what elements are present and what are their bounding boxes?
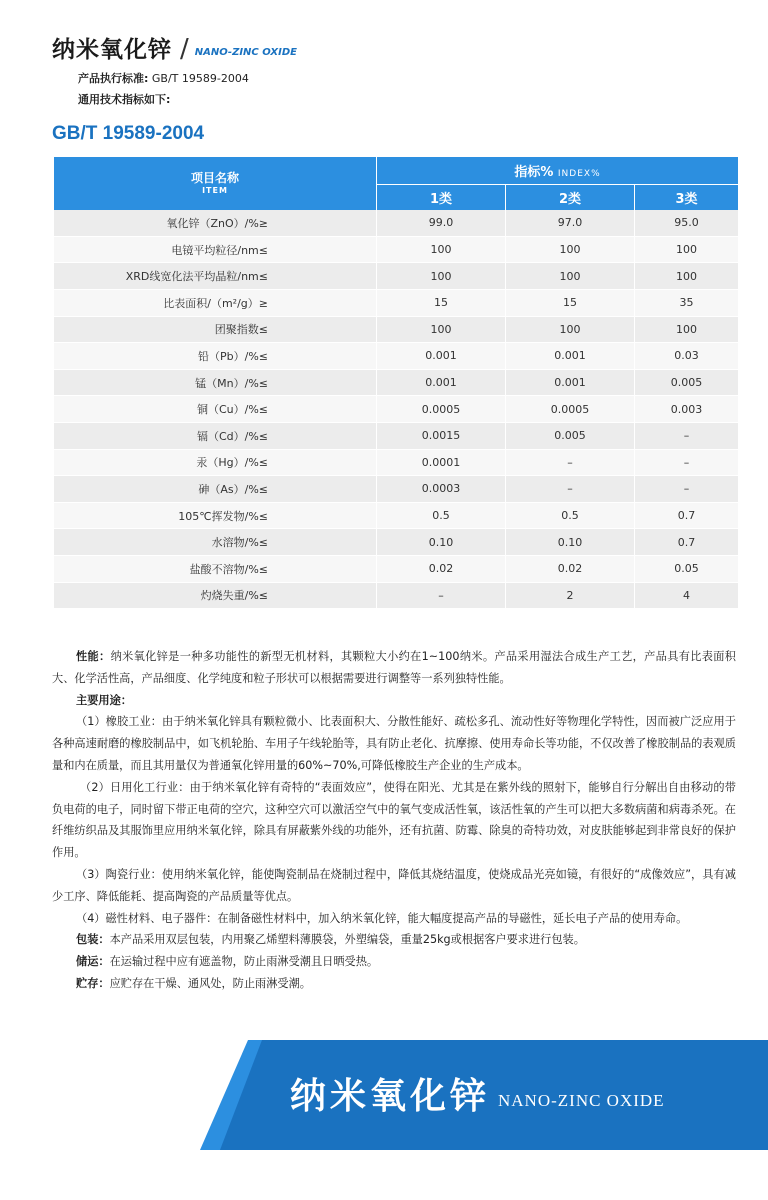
grade1-value-cell: 0.001 xyxy=(377,343,506,370)
table-row xyxy=(54,476,738,503)
storage-text: 应贮存在干燥、通风处，防止雨淋受潮。 xyxy=(109,976,311,990)
grade2-value-cell: 100 xyxy=(506,263,635,290)
spec-name-cell: 灼烧失重/%≤ xyxy=(54,583,377,610)
storage-label: 贮存： xyxy=(76,976,110,990)
banner-title-english: NANO-ZINC OXIDE xyxy=(498,1091,665,1110)
grade3-value-cell: 0.003 xyxy=(635,396,738,423)
grade2-value-cell: 0.0005 xyxy=(506,396,635,423)
grade2-value-cell: – xyxy=(506,450,635,477)
transport-text: 在运输过程中应有遮盖物，防止雨淋受潮且日晒受热。 xyxy=(109,955,379,969)
use-ceramic xyxy=(52,864,736,908)
use-rubber xyxy=(52,711,736,776)
grade-header-2: 2类 xyxy=(506,184,635,211)
spec-table-body xyxy=(54,210,738,609)
use-ceramic-text: 使用纳米氧化锌，能使陶瓷制品在烧制过程中，降低其烧结温度，使烧成品光亮如镜，有很好的“成像效应”，具有减少工序、降低能耗、提高陶瓷的产品质量等优点。 xyxy=(52,867,736,903)
grade3-value-cell: 100 xyxy=(635,237,738,264)
grade2-value-cell: 0.10 xyxy=(506,529,635,556)
spec-intro xyxy=(78,91,170,107)
table-row xyxy=(54,317,738,344)
spec-name-cell: 水溶物/%≤ xyxy=(54,529,377,556)
table-row xyxy=(54,583,738,610)
uses-label: 主要用途： xyxy=(76,693,132,707)
spec-name-cell: 砷（As）/%≤ xyxy=(54,476,377,503)
packaging xyxy=(52,929,736,951)
spec-name-cell: 锰（Mn）/%≤ xyxy=(54,370,377,397)
grade3-value-cell: 0.7 xyxy=(635,529,738,556)
index-header xyxy=(377,157,738,184)
grade2-value-cell: 97.0 xyxy=(506,210,635,237)
grade2-value-cell: 15 xyxy=(506,290,635,317)
page-header xyxy=(52,24,297,64)
grade1-value-cell: 15 xyxy=(377,290,506,317)
grade1-value-cell: 0.0001 xyxy=(377,450,506,477)
spec-name-cell: XRD线宽化法平均晶粒/nm≤ xyxy=(54,263,377,290)
index-header-en: INDEX% xyxy=(557,168,601,179)
grade1-value-cell: 0.0015 xyxy=(377,423,506,450)
banner-title: 纳米氧化锌 xyxy=(290,1076,491,1117)
use-rubber-text: 由于纳米氧化锌具有颗粒微小、比表面积大、分散性能好、疏松多孔、流动性好等物理化学特性，因而被广泛应用于各种高速耐磨的橡胶制品中，如飞机轮胎、车用子午线轮胎等，具有防止老化、抗摩擦、使用寿命长等功能，不仅改善了橡胶制品的表观质量和内在质量，而且其用量仅为普通氧化锌用量的60%~70%,可降低橡胶生产企业的生产成本。 xyxy=(52,715,736,772)
item-header xyxy=(54,157,377,210)
storage xyxy=(52,973,736,995)
grade2-value-cell: 0.001 xyxy=(506,370,635,397)
table-row xyxy=(54,263,738,290)
table-row xyxy=(54,423,738,450)
spec-table xyxy=(54,157,738,609)
table-row xyxy=(54,503,738,530)
grade1-value-cell: 100 xyxy=(377,237,506,264)
spec-name-cell: 铅（Pb）/%≤ xyxy=(54,343,377,370)
grade2-value-cell: 100 xyxy=(506,237,635,264)
uses-heading xyxy=(52,690,736,712)
grade3-value-cell: 4 xyxy=(635,583,738,610)
use-magnetic-text: 在制备磁性材料中，加入纳米氧化锌，能大幅度提高产品的导磁性，延长电子产品的使用寿命。 xyxy=(217,911,688,925)
transport xyxy=(52,951,736,973)
grade3-value-cell: – xyxy=(635,423,738,450)
grade1-value-cell: 100 xyxy=(377,317,506,344)
item-header-cn: 项目名称 xyxy=(190,170,239,185)
index-header-cn: 指标% xyxy=(514,164,554,180)
spec-name-cell: 比表面积/（m²/g）≥ xyxy=(54,290,377,317)
use-chemical-text: 由于纳米氧化锌有奇特的“表面效应”，使得在阳光、尤其是在紫外线的照射下，能够自行分解出自由移动的带负电荷的电子，同时留下带正电荷的空穴，这种空穴可以激活空气中的氧气变成活性氧，该活性氧的产生可以把大多数病菌和病毒杀死。在纤维纺织品及其服饰里应用纳米氧化锌，除具有屏蔽紫外线的功能外，还有抗菌、防霉、除臭的奇特功效，对皮肤能够起到非常良好的保护作用。 xyxy=(52,780,736,860)
table-row xyxy=(54,529,738,556)
spec-name-cell: 铜（Cu）/%≤ xyxy=(54,396,377,423)
use-rubber-label: （1）橡胶工业： xyxy=(76,715,162,729)
grade3-value-cell: 95.0 xyxy=(635,210,738,237)
grade1-value-cell: 0.001 xyxy=(377,370,506,397)
table-row xyxy=(54,396,738,423)
standard-label: 产品执行标准: xyxy=(78,72,149,85)
grade2-value-cell: 0.5 xyxy=(506,503,635,530)
use-chemical-label: （2）日用化工行业： xyxy=(80,780,190,794)
grade2-value-cell: – xyxy=(506,476,635,503)
standard-heading: GB/T 19589-2004 xyxy=(52,123,205,144)
grade-header-1: 1类 xyxy=(377,184,506,211)
grade3-value-cell: 0.05 xyxy=(635,556,738,583)
transport-label: 储运： xyxy=(76,955,110,969)
grade3-value-cell: 0.03 xyxy=(635,343,738,370)
spec-name-cell: 团聚指数≤ xyxy=(54,317,377,344)
grade3-value-cell: 0.005 xyxy=(635,370,738,397)
use-magnetic xyxy=(52,908,736,930)
use-ceramic-label: （3）陶瓷行业： xyxy=(76,867,162,881)
grade1-value-cell: 0.10 xyxy=(377,529,506,556)
standard-value: GB/T 19589-2004 xyxy=(148,72,249,85)
grade3-value-cell: 100 xyxy=(635,317,738,344)
table-row xyxy=(54,450,738,477)
table-row xyxy=(54,343,738,370)
page-title-english: NANO-ZINC OXIDE xyxy=(194,47,297,58)
grade1-value-cell: 100 xyxy=(377,263,506,290)
grade1-value-cell: 0.0005 xyxy=(377,396,506,423)
grade2-value-cell: 100 xyxy=(506,317,635,344)
grade1-value-cell: 0.02 xyxy=(377,556,506,583)
page-title: 纳米氧化锌 xyxy=(52,37,172,63)
standard-line xyxy=(78,70,249,86)
item-header-en: ITEM xyxy=(202,185,228,195)
spec-name-cell: 电镜平均粒径/nm≤ xyxy=(54,237,377,264)
table-row xyxy=(54,290,738,317)
grade1-value-cell: – xyxy=(377,583,506,610)
packaging-label: 包装： xyxy=(76,933,110,947)
performance-text: 纳米氧化锌是一种多功能性的新型无机材料，其颗粒大小约在1~100纳米。产品采用湿法合成生产工艺，产品具有比表面积大、化学活性高，产品细度、化学纯度和粒子形状可以根据需要进行调整等一系列独特性能。 xyxy=(52,650,736,685)
spec-name-cell: 镉（Cd）/%≤ xyxy=(54,423,377,450)
grade3-value-cell: – xyxy=(635,450,738,477)
grade3-value-cell: – xyxy=(635,476,738,503)
table-row xyxy=(54,237,738,264)
grade1-value-cell: 0.5 xyxy=(377,503,506,530)
spec-name-cell: 盐酸不溶物/%≤ xyxy=(54,556,377,583)
grade3-value-cell: 35 xyxy=(635,290,738,317)
performance-paragraph xyxy=(52,646,736,690)
title-separator: / xyxy=(180,34,189,64)
grade3-value-cell: 100 xyxy=(635,263,738,290)
packaging-text: 本产品采用双层包装，内用聚乙烯塑料薄膜袋，外塑编袋，重量25kg或根据客户要求进行包装。 xyxy=(109,933,585,947)
grade2-value-cell: 2 xyxy=(506,583,635,610)
spec-intro-label: 通用技术指标如下: xyxy=(78,93,171,106)
description xyxy=(52,646,736,995)
performance-label: 性能： xyxy=(76,650,111,663)
table-row xyxy=(54,370,738,397)
grade2-value-cell: 0.02 xyxy=(506,556,635,583)
grade1-value-cell: 99.0 xyxy=(377,210,506,237)
spec-name-cell: 105℃挥发物/%≤ xyxy=(54,503,377,530)
grade2-value-cell: 0.005 xyxy=(506,423,635,450)
spec-name-cell: 氧化锌（ZnO）/%≥ xyxy=(54,210,377,237)
grade2-value-cell: 0.001 xyxy=(506,343,635,370)
table-row xyxy=(54,210,738,237)
spec-name-cell: 汞（Hg）/%≤ xyxy=(54,450,377,477)
use-magnetic-label: （4）磁性材料、电子器件： xyxy=(76,911,218,925)
table-row xyxy=(54,556,738,583)
grade3-value-cell: 0.7 xyxy=(635,503,738,530)
use-chemical xyxy=(52,777,736,864)
grade1-value-cell: 0.0003 xyxy=(377,476,506,503)
grade-header-3: 3类 xyxy=(635,184,738,211)
